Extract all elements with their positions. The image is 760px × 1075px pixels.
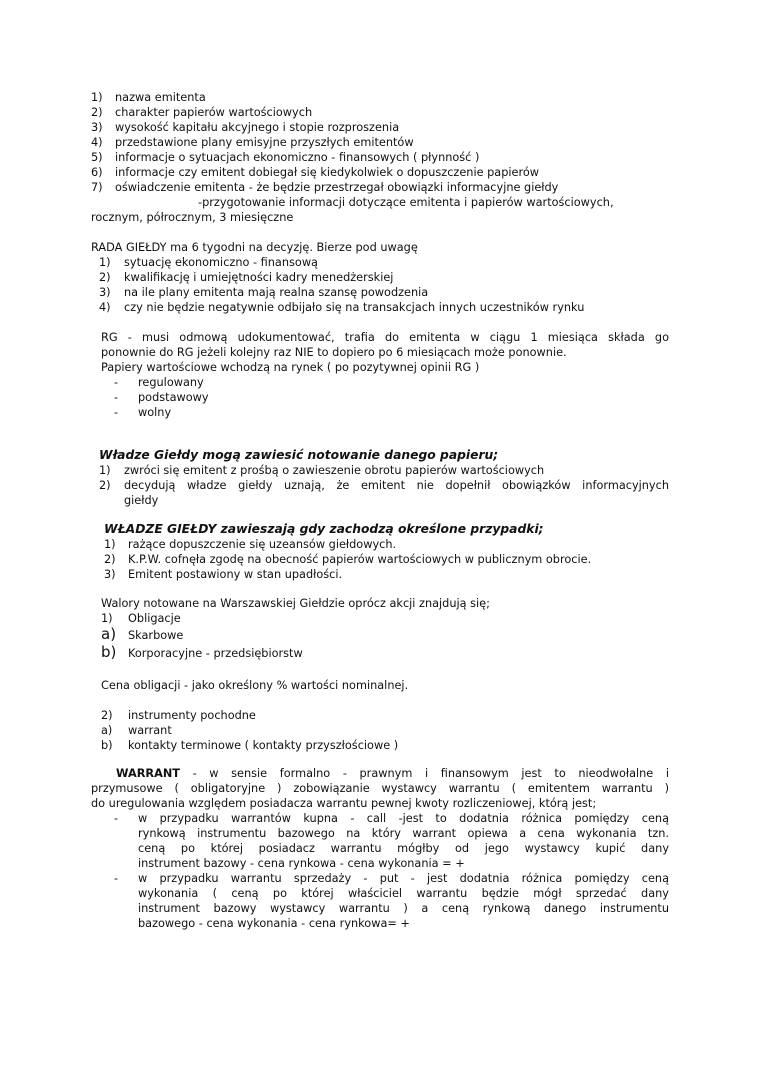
call-line: w przypadku warrantów kupna - call -jest to dodatnia różnica pomiędzy ceną bbox=[138, 812, 669, 825]
section-heading: WŁADZE GIEŁDY zawieszają gdy zachodzą określone przypadki; bbox=[104, 522, 544, 536]
list-number: 1) bbox=[104, 538, 116, 551]
list-item: decydują władze giełdy uznają, że emitent nie dopełnił obowiązków informacyjnych bbox=[124, 479, 669, 492]
list-number: 6) bbox=[91, 166, 103, 179]
paragraph-line: ponownie do RG jeżeli kolejny raz NIE to dopiero po 6 miesiącach może ponownie. bbox=[101, 346, 567, 359]
call-line: ceną po której posiadacz warrantu mógłby od jego wystawcy kupić dany bbox=[138, 842, 669, 855]
list-number: 4) bbox=[91, 136, 103, 149]
bullet-dash: - bbox=[114, 391, 119, 404]
paragraph-line: do uregulowania względem posiadacza warrantu pewnej kwoty rozliczeniowej, którą jest; bbox=[91, 797, 597, 810]
list-item: K.P.W. cofnęła zgodę na obecność papierów wartościowych w publicznym obrocie. bbox=[128, 553, 592, 566]
list-item: rażące dopuszczenie się uzeansów giełdowych. bbox=[128, 538, 397, 551]
list-item: kontakty terminowe ( kontakty przyszłościowe ) bbox=[128, 739, 399, 752]
list-item: Obligacje bbox=[128, 612, 181, 625]
list-number: 3) bbox=[104, 568, 116, 581]
list-letter: a) bbox=[101, 724, 113, 737]
paragraph: RADA GIEŁDY ma 6 tygodni na decyzję. Bierze pod uwagę bbox=[91, 241, 418, 254]
list-item: na ile plany emitenta mają realna szansę powodzenia bbox=[124, 286, 429, 299]
list-number: 2) bbox=[101, 709, 113, 722]
list-number: 2) bbox=[99, 479, 111, 492]
paragraph-line: RG - musi odmową udokumentować, trafia do emitenta w ciągu 1 miesiąca składa go bbox=[101, 331, 669, 344]
bullet-dash: - bbox=[114, 406, 119, 419]
list-number: 1) bbox=[91, 91, 103, 104]
bullet-dash: - bbox=[114, 376, 119, 389]
list-item: oświadczenie emitenta - że będzie przestrzegał obowiązki informacyjne giełdy bbox=[115, 181, 559, 194]
list-number: 2) bbox=[104, 553, 116, 566]
list-number: 2) bbox=[99, 271, 111, 284]
list-item: instrumenty pochodne bbox=[128, 709, 256, 722]
list-number: 1) bbox=[99, 256, 111, 269]
paragraph: Walory notowane na Warszawskiej Giełdzie oprócz akcji znajdują się; bbox=[101, 597, 490, 610]
paragraph: Cena obligacji - jako określony % wartości nominalnej. bbox=[101, 679, 409, 692]
put-line: bazowego - cena wykonania - cena rynkowa= + bbox=[138, 917, 410, 930]
list-item: sytuację ekonomiczno - finansową bbox=[124, 256, 318, 269]
list-item: kwalifikację i umiejętności kadry menedżerskiej bbox=[124, 271, 394, 284]
list-number: 4) bbox=[99, 301, 111, 314]
put-line: instrument bazowy wystawcy warrantu ) a ceną rynkową danego instrumentu bbox=[138, 902, 669, 915]
text-line: -przygotowanie informacji dotyczące emitenta i papierów wartościowych, bbox=[198, 196, 614, 209]
list-item: charakter papierów wartościowych bbox=[115, 106, 313, 119]
call-line: instrument bazowy - cena rynkowa - cena wykonania = + bbox=[138, 857, 465, 870]
list-letter: a) bbox=[101, 625, 117, 643]
section-heading: Władze Giełdy mogą zawiesić notowanie danego papieru; bbox=[99, 448, 499, 462]
bullet-dash: - bbox=[114, 812, 119, 825]
list-letter: b) bbox=[101, 643, 117, 661]
paragraph-line: Papiery wartościowe wchodzą na rynek ( po pozytywnej opinii RG ) bbox=[101, 361, 480, 374]
list-item: regulowany bbox=[138, 376, 204, 389]
list-number: 7) bbox=[91, 181, 103, 194]
list-number: 2) bbox=[91, 106, 103, 119]
list-item: Skarbowe bbox=[128, 629, 184, 642]
list-number: 5) bbox=[91, 151, 103, 164]
put-line: wykonania ( ceną po której właściciel warrantu będzie mógł sprzedać dany bbox=[138, 887, 669, 900]
list-number: 3) bbox=[91, 121, 103, 134]
list-number: 1) bbox=[99, 464, 111, 477]
list-item: zwróci się emitent z prośbą o zawieszenie obrotu papierów wartościowych bbox=[124, 464, 545, 477]
list-item: warrant bbox=[128, 724, 172, 737]
list-number: 3) bbox=[99, 286, 111, 299]
list-item: Korporacyjne - przedsiębiorstw bbox=[128, 647, 303, 660]
paragraph-line: przymusowe ( obligatoryjne ) zobowiązanie wystawcy warrantu ( emitentem warrantu ) bbox=[91, 782, 669, 795]
list-item: przedstawione plany emisyjne przyszłych emitentów bbox=[115, 136, 414, 149]
list-number: 1) bbox=[101, 612, 113, 625]
call-line: rynkową instrumentu bazowego na który warrant opiewa a cena wykonania tzn. bbox=[138, 827, 669, 840]
text: - w sensie formalno - prawnym i finansowym jest to nieodwołalne i bbox=[180, 767, 669, 780]
list-item: czy nie będzie negatywnie odbijało się na transakcjach innych uczestników rynku bbox=[124, 301, 585, 314]
list-item: informacje o sytuacjach ekonomiczno - finansowych ( płynność ) bbox=[115, 151, 480, 164]
list-letter: b) bbox=[101, 739, 113, 752]
list-item-cont: giełdy bbox=[124, 494, 159, 507]
bullet-dash: - bbox=[114, 872, 119, 885]
list-item: wolny bbox=[138, 406, 172, 419]
term-bold: WARRANT bbox=[116, 767, 180, 780]
list-item: podstawowy bbox=[138, 391, 209, 404]
list-item: informacje czy emitent dobiegał się kiedykolwiek o dopuszczenie papierów bbox=[115, 166, 540, 179]
list-item: Emitent postawiony w stan upadłości. bbox=[128, 568, 343, 581]
list-item: wysokość kapitału akcyjnego i stopie rozproszenia bbox=[115, 121, 400, 134]
text-line: rocznym, półrocznym, 3 miesięczne bbox=[91, 211, 294, 224]
put-line: w przypadku warrantu sprzedaży - put - jest dodatnia różnica pomiędzy ceną bbox=[138, 872, 669, 885]
list-item: nazwa emitenta bbox=[115, 91, 206, 104]
paragraph-line bbox=[116, 767, 669, 781]
